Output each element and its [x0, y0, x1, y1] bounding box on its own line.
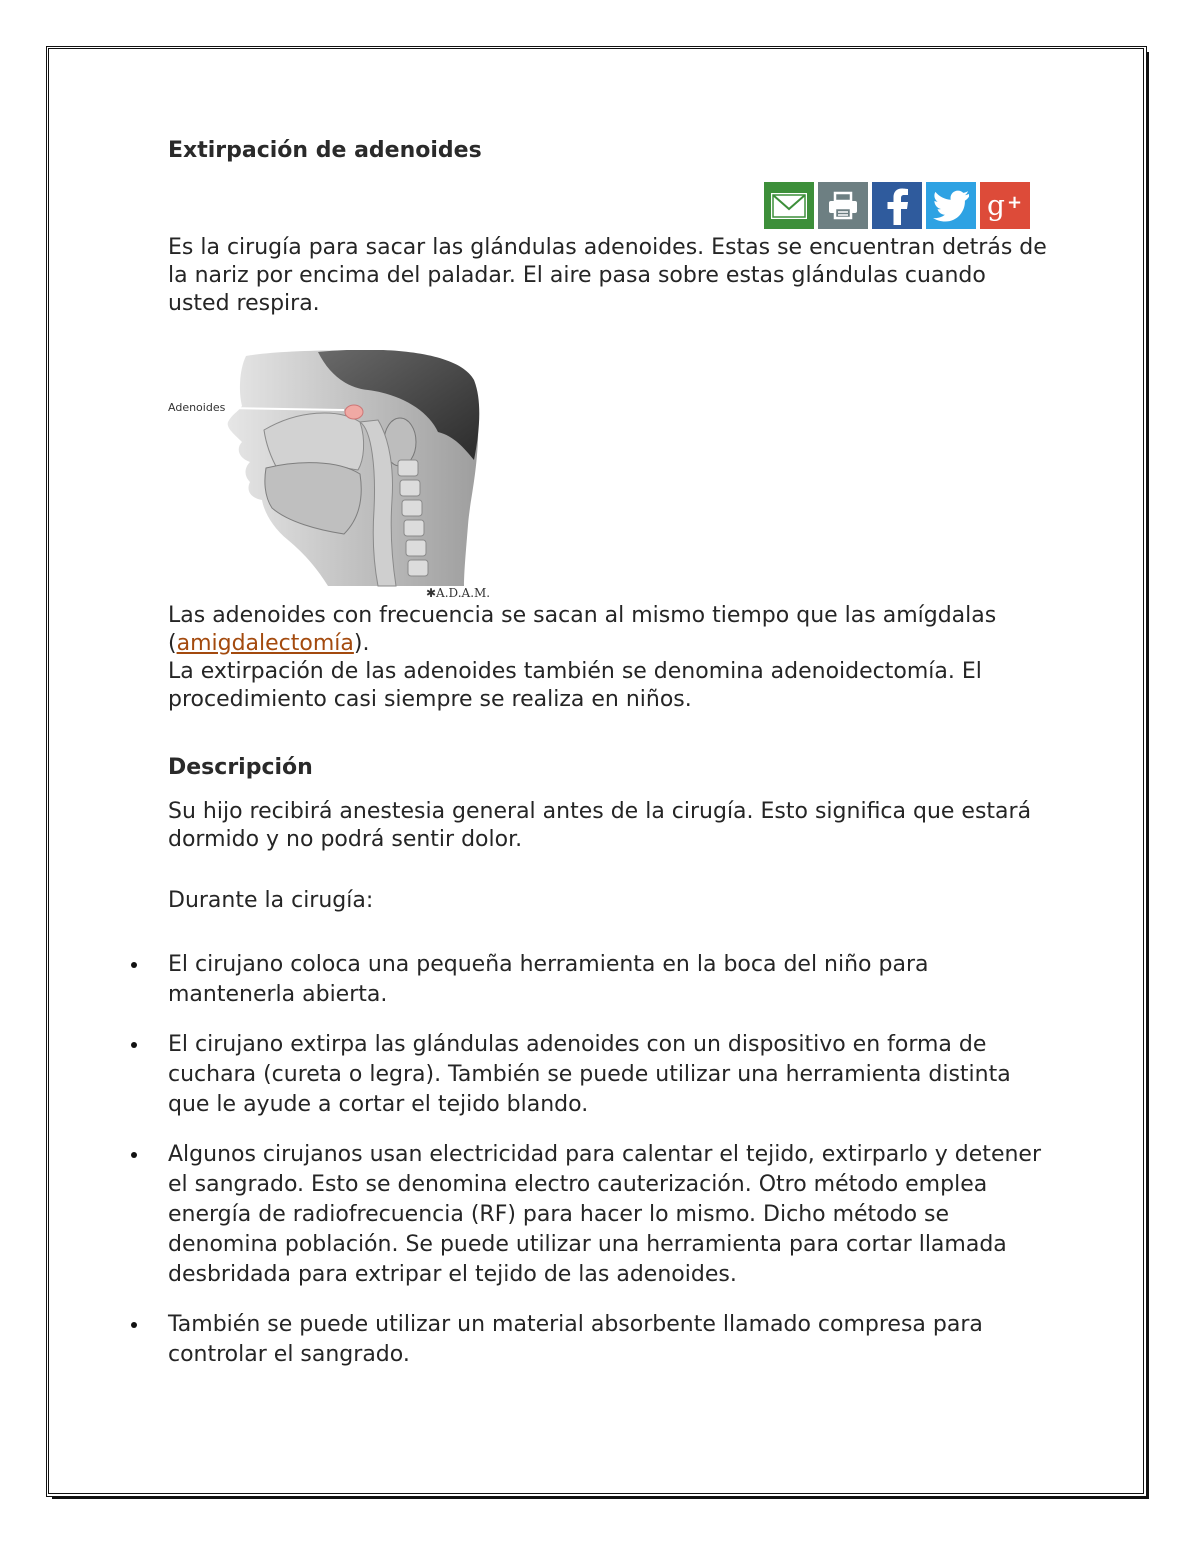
print-button[interactable]	[818, 182, 868, 229]
list-item: Algunos cirujanos usan electricidad para calentar el tejido, extirparlo y detener el sangrado. Esto se denomina electro cauterización. Otro método emplea energía de radiofrecuencia (RF) para hacer lo mismo. Dicho método se denomina población. Se puede utilizar una herramienta para cortar llamada desbridada para extripar el tejido de las adenoides.	[168, 1140, 1048, 1290]
during-surgery-label: Durante la cirugía:	[168, 888, 374, 913]
description-paragraph: Su hijo recibirá anestesia general antes de la cirugía. Esto significa que estará dormido y no podrá sentir dolor.	[168, 799, 1032, 852]
google-plus-share-button[interactable]	[980, 182, 1030, 229]
email-icon	[769, 190, 809, 222]
list-item: El cirujano coloca una pequeña herramienta en la boca del niño para mantenerla abierta.	[168, 950, 1048, 1010]
facebook-icon	[882, 187, 912, 225]
email-share-button[interactable]	[764, 182, 814, 229]
twitter-icon	[932, 190, 970, 222]
list-item: El cirujano extirpa las glándulas adenoides con un dispositivo en forma de cuchara (cureta o legra). También se puede utilizar una herramienta distinta que le ayude a cortar el tejido blando.	[168, 1030, 1048, 1120]
head-cross-section-image	[168, 350, 488, 590]
adenoidectomy-text: La extirpación de las adenoides también se denomina adenoidectomía. El procedimiento casi siempre se realiza en niños.	[168, 659, 982, 712]
adam-credit: ✱A.D.A.M.	[426, 586, 491, 600]
print-icon	[826, 191, 860, 221]
share-bar	[764, 182, 1030, 229]
adenoids-label: Adenoides	[168, 401, 226, 414]
surgery-steps-list	[168, 950, 1048, 1370]
svg-text:g: g	[987, 188, 1005, 222]
list-item: También se puede utilizar un material absorbente llamado compresa para controlar el sangrado.	[168, 1310, 1048, 1370]
description-heading: Descripción	[168, 755, 313, 780]
adenoids-illustration	[168, 350, 491, 602]
intro-paragraph: Es la cirugía para sacar las glándulas adenoides. Estas se encuentran detrás de la nariz por encima del paladar. El aire pasa sobre estas glándulas cuando usted respira.	[168, 235, 1047, 316]
tonsillectomy-link[interactable]: amigdalectomía	[176, 631, 354, 656]
tonsils-paragraph	[168, 602, 1048, 714]
twitter-share-button[interactable]	[926, 182, 976, 229]
tonsils-text-end: ).	[353, 631, 370, 656]
google-plus-icon	[985, 188, 1025, 224]
page-title: Extirpación de adenoides	[168, 138, 482, 163]
svg-text:+: +	[1007, 191, 1023, 213]
facebook-share-button[interactable]	[872, 182, 922, 229]
tonsils-text: Las adenoides con frecuencia se sacan al mismo tiempo que las amígdalas (	[168, 603, 997, 656]
